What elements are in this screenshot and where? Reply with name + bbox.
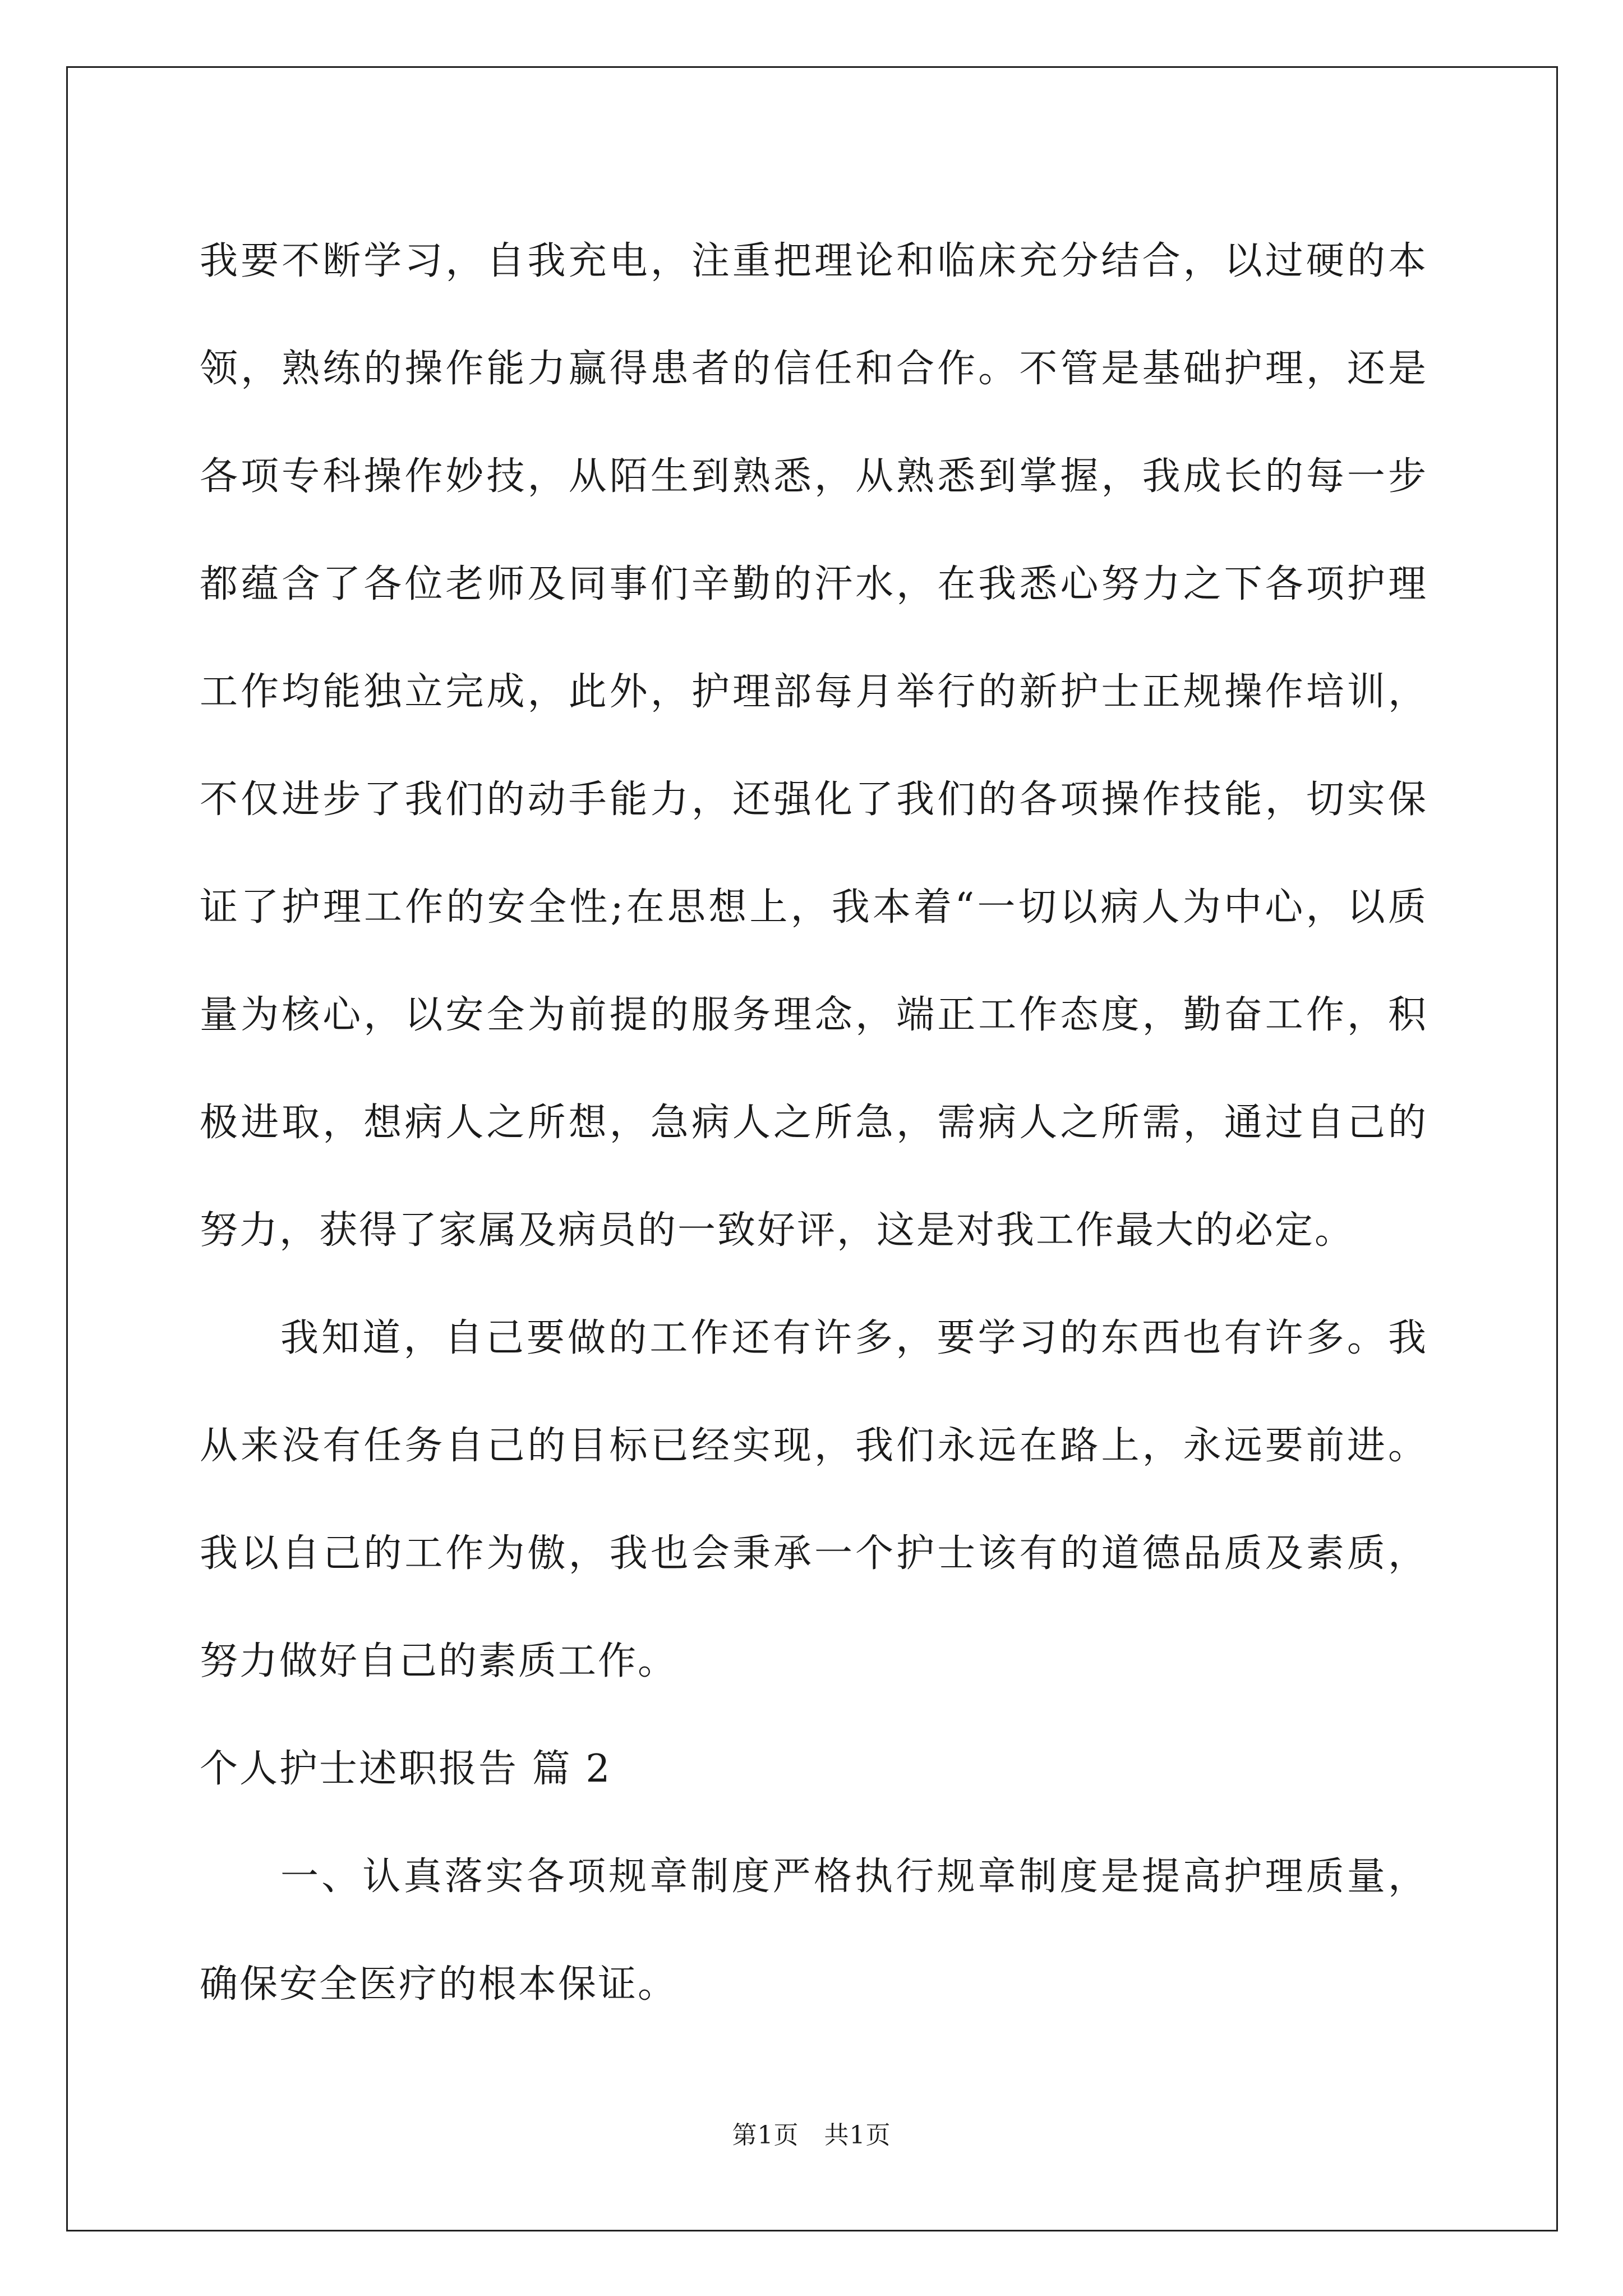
paragraph-1: 我要不断学习，自我充电，注重把理论和临床充分结合，以过硬的本领，熟练的操作能力赢得患者的信任和合作。不管是基础护理，还是各项专科操作妙技，从陌生到熟悉，从熟悉到掌握，我成长的每一步都蕴含了各位老师及同事们辛勤的汗水，在我悉心努力之下各项护理工作均能独立完成，此外，护理部每月举行的新护士正规操作培训，不仅进步了我们的动手能力，还强化了我们的各项操作技能，切实保证了护理工作的安全性;在思想上，我本着“一切以病人为中心，以质量为核心，以安全为前提的服务理念，端正工作态度，勤奋工作，积极进取，想病人之所想，急病人之所急，需病人之所需，通过自己的努力，获得了家属及病员的一致好评，这是对我工作最大的必定。: [200, 239, 1428, 1253]
section-heading: 个人护士述职报告 篇 2: [200, 1747, 612, 1791]
document-body: [200, 208, 1428, 2039]
page-number: 第1页 共1页: [732, 2121, 891, 2150]
paragraph-2: 我知道，自己要做的工作还有许多，要学习的东西也有许多。我从来没有任务自己的目标已经实现，我们永远在路上，永远要前进。我以自己的工作为傲，我也会秉承一个护士该有的道德品质及素质，努力做好自己的素质工作。: [200, 1316, 1428, 1683]
page-footer: [0, 2115, 1623, 2151]
paragraph-3: 一、认真落实各项规章制度严格执行规章制度是提高护理质量，确保安全医疗的根本保证。: [200, 1855, 1428, 2007]
